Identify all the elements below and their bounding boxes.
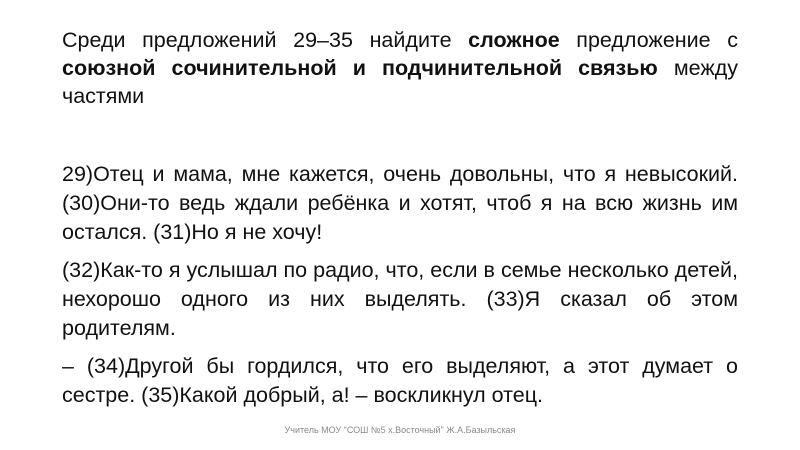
- task-part-2: предложение с: [559, 28, 738, 52]
- text-paragraph-1: 29)Отец и мама, мне кажется, очень довольны, что я невысокий. (30)Они-то ведь ждали ребёнка и хотят, чтоб я на всю жизнь им остался. (31)Но я не хочу!: [62, 162, 738, 244]
- task-part-3: между частями: [62, 56, 738, 108]
- footer-author: Учитель МОУ "СОШ №5 х.Восточный" Ж.А.Базыльская: [284, 425, 516, 435]
- text-paragraph-3: – (34)Другой бы гордился, что его выделяют, а этот думает о сестре. (35)Какой добрый, а! – воскликнул отец.: [62, 354, 738, 407]
- source-text: [62, 160, 738, 419]
- task-instruction: [62, 26, 738, 110]
- task-part-1: Среди предложений 29–35 найдите: [62, 28, 469, 52]
- text-paragraph-2: (32)Как-то я услышал по радио, что, если в семье несколько детей, нехорошо одного из них выделять. (33)Я сказал об этом родителям.: [62, 258, 738, 340]
- task-bold-2: союзной сочинительной и подчинительной связью: [62, 56, 658, 80]
- task-bold-1: сложное: [468, 28, 560, 52]
